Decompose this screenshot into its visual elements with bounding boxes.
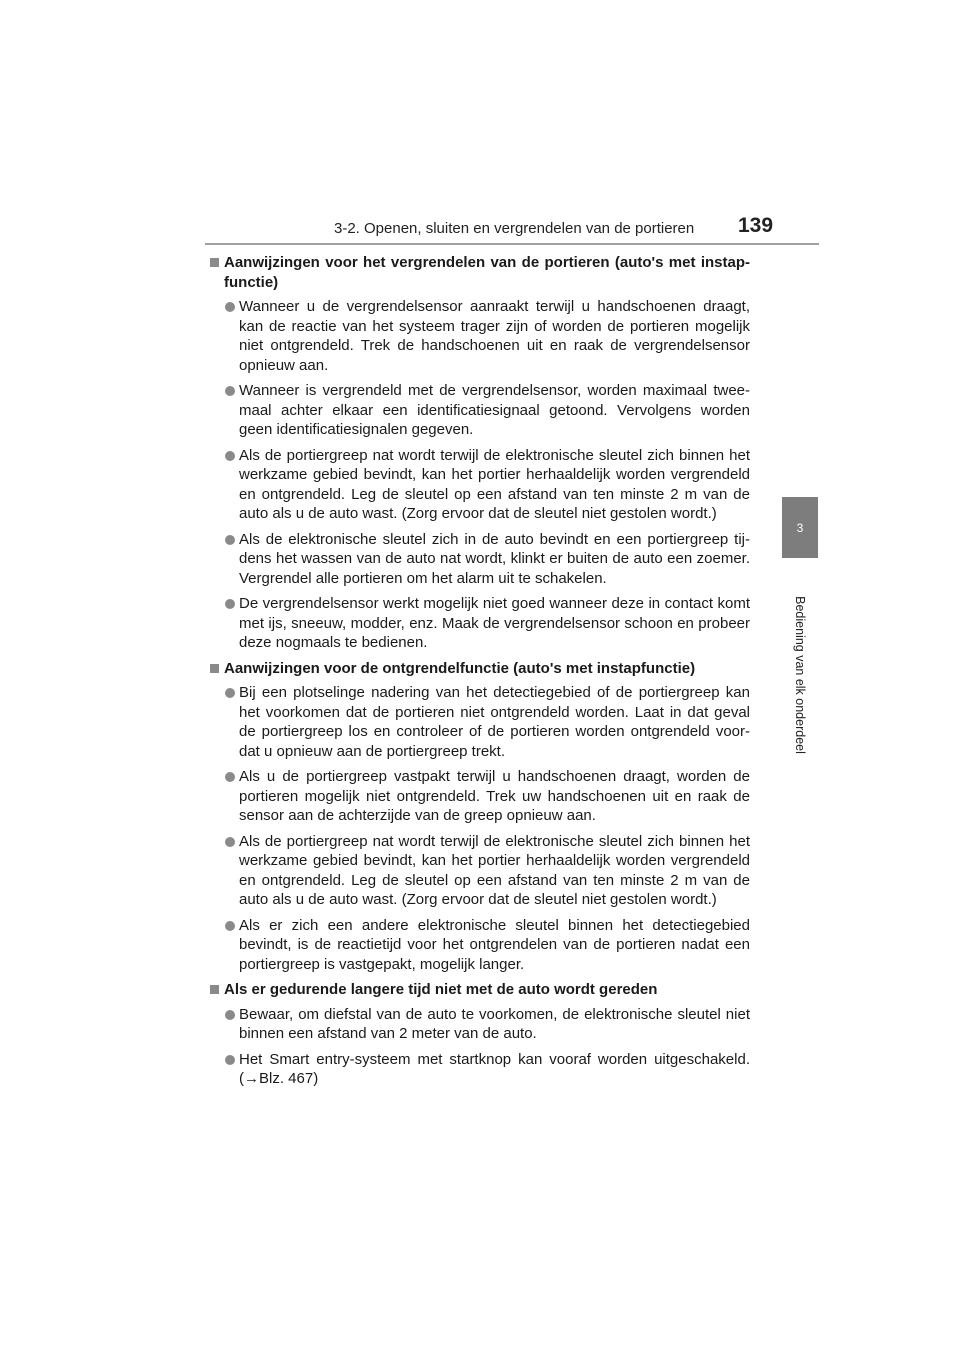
chapter-tab (782, 497, 818, 558)
circle-bullet-icon (225, 386, 235, 396)
circle-bullet-icon (225, 535, 235, 545)
bullet-item (210, 916, 750, 975)
header-divider (205, 243, 819, 245)
bullet-item (210, 381, 750, 440)
section-title: 3-2. Openen, sluiten en vergrendelen van de portieren (334, 220, 695, 237)
circle-bullet-icon (225, 837, 235, 847)
bullet-text: Als u de portiergreep vastpakt terwijl u handschoenen draagt, worden de portieren mogelijk niet ontgrendeld. Trek uw handschoenen uit en raak de sensor aan de achterzijde van de greep opnieuw aan. (239, 768, 750, 824)
circle-bullet-icon (225, 1055, 235, 1065)
square-bullet-icon (210, 664, 219, 673)
circle-bullet-icon (225, 921, 235, 931)
bullet-text: Als de elektronische sleutel zich in de auto bevindt en een portiergreep tij-dens het wassen van de auto nat wordt, klinkt er buiten de auto een zoemer. Vergrendel alle portieren om het alarm uit te schakelen. (239, 530, 750, 587)
bullet-item (210, 832, 750, 910)
bullet-item (210, 1005, 750, 1044)
main-content (210, 253, 750, 1095)
section (210, 659, 750, 975)
circle-bullet-icon (225, 599, 235, 609)
chapter-label: Bediening van elk onderdeel (793, 596, 807, 754)
bullet-text: Het Smart entry-systeem met startknop kan vooraf worden uitgeschakeld. (→Blz. 467) (239, 1050, 750, 1087)
circle-bullet-icon (225, 772, 235, 782)
chapter-number: 3 (796, 520, 804, 535)
section (210, 253, 750, 653)
section-heading (210, 253, 750, 292)
bullet-text: Als er zich een andere elektronische sleutel binnen het detectiegebied bevindt, is de reactietijd voor het ontgrendelen van de portieren nadat een portiergreep is vastgepakt, mogelijk langer. (239, 916, 750, 973)
bullet-item (210, 1050, 750, 1089)
section-heading-text: Aanwijzingen voor de ontgrendelfunctie (auto's met instapfunctie) (224, 659, 696, 677)
bullet-item (210, 683, 750, 761)
bullet-item (210, 297, 750, 375)
bullet-item (210, 530, 750, 589)
section-heading-text: Aanwijzingen voor het vergrendelen van de portieren (auto's met instap-functie) (224, 254, 750, 291)
circle-bullet-icon (225, 451, 235, 461)
bullet-item (210, 767, 750, 826)
bullet-text: Bewaar, om diefstal van de auto te voorkomen, de elektronische sleutel niet binnen een afstand van 2 meter van de auto. (239, 1005, 750, 1042)
circle-bullet-icon (225, 1010, 235, 1020)
section (210, 980, 750, 1089)
bullet-item (210, 594, 750, 653)
bullet-text: Wanneer u de vergrendelsensor aanraakt terwijl u handschoenen draagt, kan de reactie van het systeem trager zijn of worden de portieren mogelijk niet ontgrendeld. Trek de handschoenen uit en raak de vergrendelsensor opnieuw aan. (239, 298, 750, 374)
section-heading (210, 659, 750, 679)
bullet-text: Als de portiergreep nat wordt terwijl de elektronische sleutel zich binnen het werkzame gebied bevindt, kan het portier herhaaldelijk worden vergrendeld en ontgrendeld. Leg de sleutel op een afstand van ten minste 2 m van de auto als u de auto wast. (Zorg ervoor dat de sleutel niet gestolen wordt.) (239, 446, 750, 522)
circle-bullet-icon (225, 302, 235, 312)
square-bullet-icon (210, 258, 219, 267)
bullet-text: Bij een plotselinge nadering van het detectiegebied of de portiergreep kan het voorkomen dat de portieren niet ontgrendeld worden. Laat in dat geval de portiergreep los en controleer of de portieren worden ontgrendeld voor-dat u opnieuw aan de portiergreep trekt. (239, 684, 750, 760)
bullet-text: De vergrendelsensor werkt mogelijk niet goed wanneer deze in contact komt met ijs, sneeuw, modder, enz. Maak de vergrendelsensor schoon en probeer deze nogmaals te bedienen. (239, 595, 750, 651)
bullet-item (210, 446, 750, 524)
circle-bullet-icon (225, 688, 235, 698)
bullet-text: Wanneer is vergrendeld met de vergrendelsensor, worden maximaal twee-maal achter elkaar een identificatiesignaal getoond. Vervolgens worden geen identificatiesignalen gegeven. (239, 382, 750, 438)
page-number: 139 (738, 214, 774, 237)
bullet-text: Als de portiergreep nat wordt terwijl de elektronische sleutel zich binnen het werkzame gebied bevindt, kan het portier herhaaldelijk worden vergrendeld en ontgrendeld. Leg de sleutel op een afstand van ten minste 2 m van de auto als u de auto wast. (Zorg ervoor dat de sleutel niet gestolen wordt.) (239, 832, 750, 908)
square-bullet-icon (210, 985, 219, 994)
section-heading (210, 980, 750, 1000)
section-heading-text: Als er gedurende langere tijd niet met de auto wordt gereden (224, 981, 658, 998)
